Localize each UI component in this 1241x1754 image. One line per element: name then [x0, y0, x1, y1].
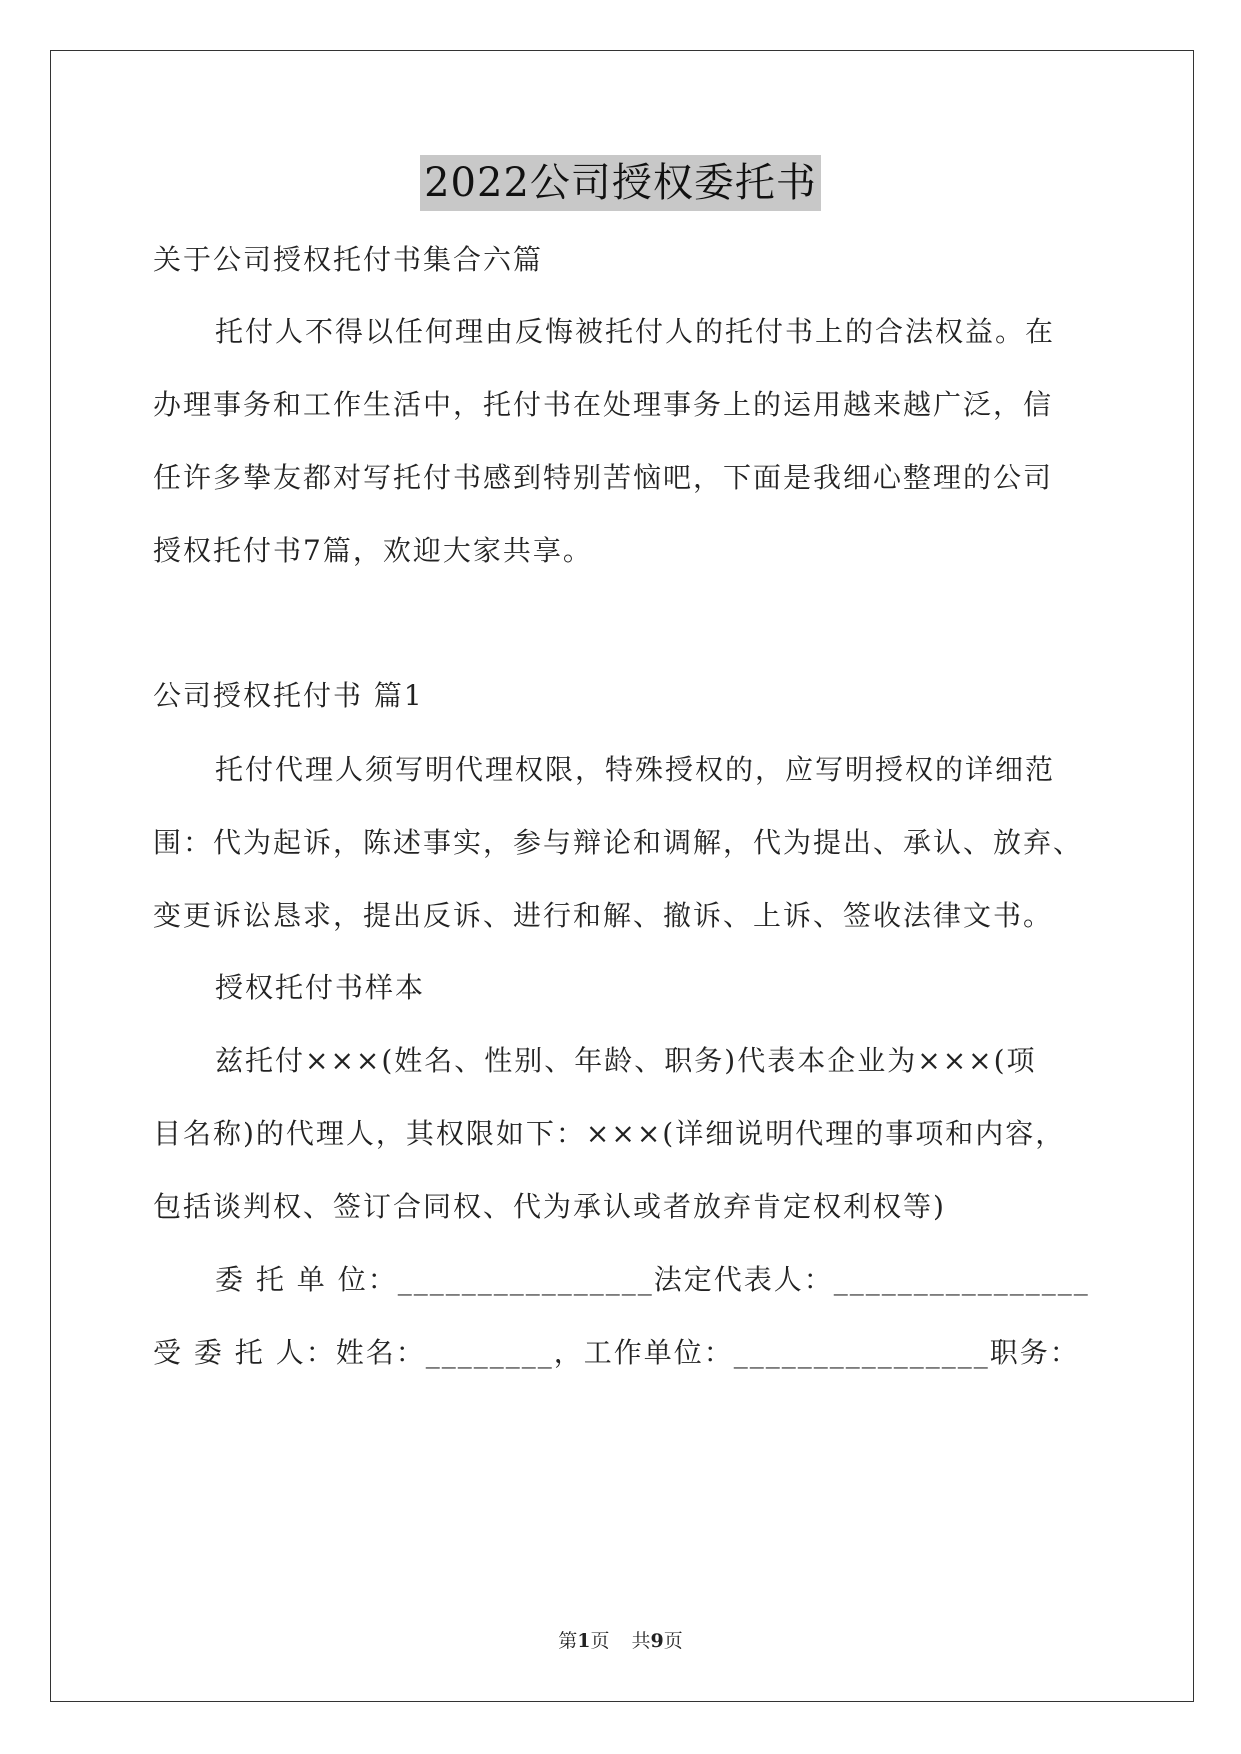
sample-line-3: 包括谈判权、签订合同权、代为承认或者放弃肯定权利权等) [153, 1190, 946, 1223]
page-total-number: 9 [650, 1630, 664, 1652]
section-line-3: 变更诉讼恳求，提出反诉、进行和解、撤诉、上诉、签收法律文书。 [153, 899, 1054, 932]
total-suffix: 页 [663, 1630, 683, 1652]
form-line-entrusted-person: 受 委 托 人：姓名：________，工作单位：________________职务： [153, 1336, 1080, 1369]
section-heading: 公司授权托付书 篇1 [153, 679, 424, 712]
sample-line-1: 兹托付×××(姓名、性别、年龄、职务)代表本企业为×××(项 [215, 1044, 1037, 1077]
page-prefix: 第 [558, 1630, 578, 1652]
section-line-2: 围：代为起诉，陈述事实，参与辩论和调解，代为提出、承认、放弃、 [153, 826, 1084, 859]
section-line-1: 托付代理人须写明代理权限，特殊授权的，应写明授权的详细范 [215, 753, 1056, 786]
intro-line-2: 办理事务和工作生活中，托付书在处理事务上的运用越来越广泛，信 [153, 388, 1054, 421]
page-suffix: 页 [590, 1630, 610, 1652]
page-border [50, 50, 1194, 1702]
intro-line-4: 授权托付书7篇，欢迎大家共享。 [153, 534, 593, 567]
page-footer [0, 1628, 1241, 1654]
intro-line-3: 任许多挚友都对写托付书感到特别苦恼吧，下面是我细心整理的公司 [153, 461, 1054, 494]
page-current-number: 1 [577, 1630, 591, 1652]
document-subtitle: 关于公司授权托付书集合六篇 [153, 243, 544, 276]
intro-line-1: 托付人不得以任何理由反悔被托付人的托付书上的合法权益。在 [215, 315, 1056, 348]
title-container [0, 155, 1241, 211]
form-line-entrusting-unit: 委 托 单 位：________________法定代表人：________________ [215, 1263, 1090, 1296]
sample-line-2: 目名称)的代理人，其权限如下：×××(详细说明代理的事项和内容， [153, 1117, 1066, 1150]
document-title: 2022公司授权委托书 [420, 155, 821, 211]
total-prefix: 共 [631, 1630, 651, 1652]
sample-heading: 授权托付书样本 [215, 971, 426, 1004]
